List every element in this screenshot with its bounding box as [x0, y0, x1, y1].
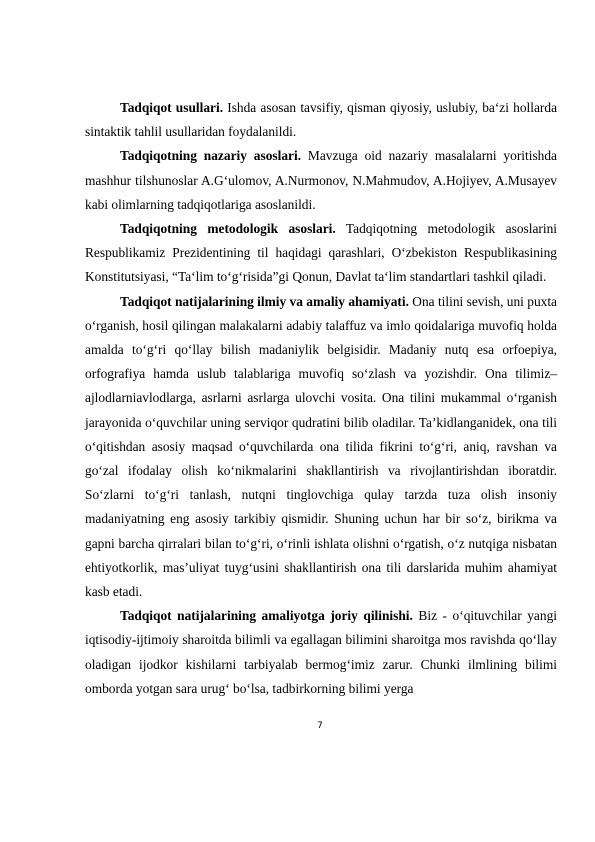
heading-methodological-basis: Tadqiqotning metodologik asoslari. [120, 221, 336, 237]
text-research-methods: Ishda asosan tavsifiy, qisman qiyosiy, uslubiy, ba‘zi hollarda sintaktik tahlil usullaridan foydalanildi. [85, 100, 558, 140]
paragraph-theoretical-basis [85, 144, 557, 217]
text-theoretical-basis: Mavzuga oid nazariy masalalarni yoritishda mashhur tilshunoslar A.G‘ulomov, A.Nurmonov, N.Mahmudov, A.Hojiyev, A.Musayev kabi olimlarning tadqiqotlariga asoslanildi. [85, 148, 557, 212]
text-methodological-basis: Tadqiqotning metodologik asoslarini Respublikamiz Prezidentining til haqidagi qarashlari, O‘zbekiston Respublikasining Konstitutsiyasi, “Ta‘lim to‘g‘risida”gi Qonun, Davlat ta‘lim standartlari tashkil qiladi. [85, 221, 557, 285]
text-significance: Ona tilini sevish, uni puxta o‘rganish, hosil qilingan malakalarni adabiy talaffuz va imlo qoidalariga muvofiq holda amalda to‘g‘ri qo‘llay bilish madaniylik belgisidir. Madaniy nutq esa orfoepiya, orfografiya hamda uslub talablariga muvofiq so‘zlash va yozishdir. Ona tilimiz–ajlodlarniavlodlarga, asrlarni asrlarga ulovchi vosita. Ona tilini mukammal o‘rganish jarayonida o‘quvchilar uning serviqor qudratini bilib oladilar. Ta’kidlanganidek, ona tili o‘qitishdan asosiy maqsad o‘quvchilarda ona tilida fikrini to‘g‘ri, aniq, ravshan va go‘zal ifodalay olish ko‘nikmalarini shakllantirish va rivojlantirishdan iboratdir. So‘zlarni to‘g‘ri tanlash, nutqni tinglovchiga qulay tarzda tuza olish insoniy madaniyatning eng asosiy tarkibiy qismidir. Shuning uchun har bir so‘z, birikma va gapni barcha qirralari bilan to‘g‘ri, o‘rinli ishlata olishni o‘rgatish, o‘z nutqiga nisbatan ehtiyotkorlik, mas’uliyat tuyg‘usini shakllantirish ona tili darslarida muhim ahamiyat kasb etadi. [85, 293, 557, 600]
heading-significance: Tadqiqot natijalarining ilmiy va amaliy ahamiyati. [120, 293, 409, 309]
document-page [85, 96, 557, 701]
heading-implementation: Tadqiqot natijalarining amaliyotga joriy qilinishi. [120, 608, 413, 624]
paragraph-research-methods [85, 96, 557, 144]
paragraph-methodological-basis [85, 217, 557, 290]
text-implementation: Biz - o‘qituvchilar yangi iqtisodiy-ijtimoiy sharoitda bilimli va egallagan bilimini sharoitga mos ravishda qo‘llay oladigan ijodkor kishilarni tarbiyalab bermog‘imiz zarur. Chunki ilmlining bilimi omborda yotgan sara urug‘ bo‘lsa, tadbirkorning bilimi yerga [85, 608, 557, 696]
paragraph-implementation [85, 604, 557, 701]
heading-theoretical-basis: Tadqiqotning nazariy asoslari. [120, 148, 302, 164]
page-number: 7 [317, 721, 323, 731]
heading-research-methods: Tadqiqot usullari. [120, 100, 224, 115]
paragraph-significance [85, 290, 557, 605]
